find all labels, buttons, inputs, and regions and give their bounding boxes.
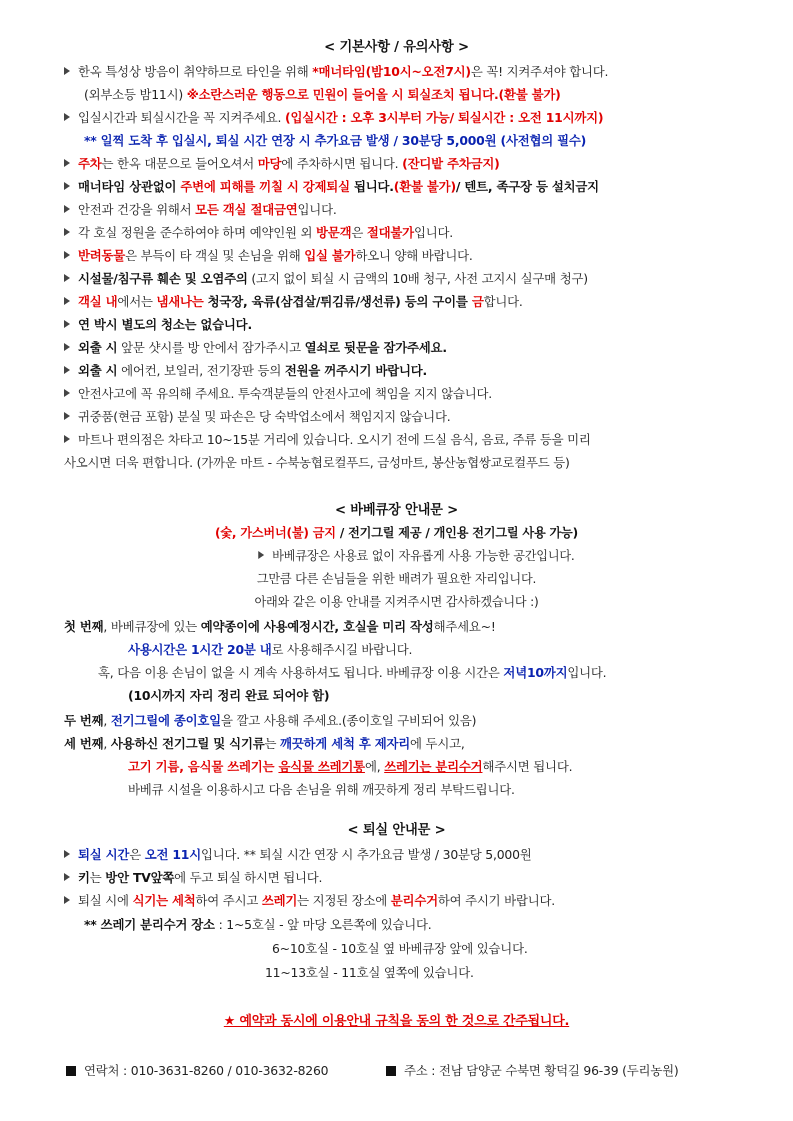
rule-no-cleaning: 연 박시 별도의 청소는 없습니다. xyxy=(64,316,252,334)
rule-forced-checkout: 매너타임 상관없이 주변에 피해를 끼칠 시 강제퇴실 됩니다.(환불 불가)/ 텐트, 족구장 등 설치금지 xyxy=(64,178,599,196)
bullet-arrow-icon xyxy=(64,850,70,858)
bullet-arrow-icon xyxy=(64,412,70,420)
rule-no-cooking: 객실 내에서는 냄새나는 청국장, 육류(삼겹살/튀김류/생선류) 등의 구이를 금합니다. xyxy=(64,293,523,311)
rule-parking: 주차는 한옥 대문으로 들어오셔서 마당에 주차하시면 됩니다. (잔디밭 주차금지) xyxy=(64,155,500,173)
bullet-arrow-icon xyxy=(64,366,70,374)
bullet-arrow-icon xyxy=(64,274,70,282)
checkout-key: 키는 방안 TV앞쪽에 두고 퇴실 하시면 됩니다. xyxy=(64,869,322,887)
rule-extra-fee: ** 일찍 도착 후 입실시, 퇴실 시간 연장 시 추가요금 발생 / 30분당 5,000원 (사전협의 필수) xyxy=(84,133,587,148)
bbq-intro-3: 아래와 같은 이용 안내를 지켜주시면 감사하겠습니다 :) xyxy=(254,594,539,609)
checkout-time: 퇴실 시간은 오전 11시입니다. ** 퇴실 시간 연장 시 추가요금 발생 / 30분당 5,000원 xyxy=(64,846,532,864)
bullet-arrow-icon xyxy=(64,435,70,443)
waste-location-1: ** 쓰레기 분리수거 장소 : 1~5호실 - 앞 마당 오른쪽에 있습니다. xyxy=(84,917,432,932)
bullet-arrow-icon xyxy=(64,182,70,190)
bullet-arrow-icon xyxy=(64,873,70,881)
waste-location-3: 11~13호실 - 11호실 옆쪽에 있습니다. xyxy=(265,965,474,980)
rule-safety: 안전사고에 꼭 유의해 주세요. 투숙객분들의 안전사고에 책임을 지지 않습니다. xyxy=(64,385,492,403)
section-title-bbq: < 바베큐장 안내문 > xyxy=(334,502,459,518)
section-title-checkout: < 퇴실 안내문 > xyxy=(347,822,446,838)
rule-valuables: 귀중품(현금 포함) 분실 및 파손은 당 숙박업소에서 책임지지 않습니다. xyxy=(64,408,450,426)
footer-address: 주소 : 전남 담양군 수북면 황덕길 96-39 (두리농원) xyxy=(386,1062,679,1080)
bbq-intro-2: 그만큼 다른 손님들을 위한 배려가 필요한 자리입니다. xyxy=(256,571,537,586)
bullet-arrow-icon xyxy=(64,67,70,75)
rule-mart-cont: 사오시면 더욱 편합니다. (가까운 마트 - 수북농협로컬푸드, 금성마트, 봉산농협쌍교로컬푸드 등) xyxy=(64,455,570,470)
waste-location-2: 6~10호실 - 10호실 옆 바베큐장 앞에 있습니다. xyxy=(272,941,528,956)
rule-checkin-checkout: 입실시간과 퇴실시간을 꼭 지켜주세요. (입실시간 : 오후 3시부터 가능/ 퇴실시간 : 오전 11시까지) xyxy=(64,109,603,127)
rule-lock-doors: 외출 시 앞문 샷시를 방 안에서 잠가주시고 열쇠로 뒷문을 잠가주세요. xyxy=(64,339,447,357)
footer-contact: 연락처 : 010-3631-8260 / 010-3632-8260 xyxy=(66,1062,328,1080)
square-bullet-icon xyxy=(386,1066,396,1076)
bullet-arrow-icon xyxy=(64,389,70,397)
rule-manner-time: 한옥 특성상 방음이 취약하므로 타인을 위해 *매너타임(밤10시~오전7시)은 꼭! 지켜주셔야 합니다. xyxy=(64,63,608,81)
bullet-arrow-icon xyxy=(64,159,70,167)
bullet-arrow-icon xyxy=(64,896,70,904)
bullet-arrow-icon xyxy=(64,297,70,305)
bbq-first-rule: 첫 번째, 바베큐장에 있는 예약종이에 사용예정시간, 호실을 미리 작성해주세요~! xyxy=(64,619,496,634)
section-title-basics: < 기본사항 / 유의사항 > xyxy=(324,39,469,55)
rule-power-off: 외출 시 에어컨, 보일러, 전기장판 등의 전원을 꺼주시기 바랍니다. xyxy=(64,362,427,380)
rule-mart: 마트나 편의점은 차타고 10~15분 거리에 있습니다. 오시기 전에 드실 음식, 음료, 주류 등을 미리 xyxy=(64,431,591,449)
bullet-arrow-icon xyxy=(64,251,70,259)
rule-no-visitors: 각 호실 정원을 준수하여야 하며 예약인원 외 방문객은 절대불가입니다. xyxy=(64,224,453,242)
rule-damage: 시설물/침구류 훼손 및 오염주의 (고지 없이 퇴실 시 금액의 10배 청구, 사전 고지시 실구매 청구) xyxy=(64,270,588,288)
checkout-cleanup: 퇴실 시에 식기는 세척하여 주시고 쓰레기는 지정된 장소에 분리수거하여 주시기 바랍니다. xyxy=(64,892,555,910)
bbq-waste-rule: 고기 기름, 음식물 쓰레기는 음식물 쓰레기통에, 쓰레기는 분리수거해주시면 됩니다. xyxy=(128,759,573,774)
agreement-notice: ★ 예약과 동시에 이용안내 규칙을 동의 한 것으로 간주됩니다. xyxy=(223,1014,570,1029)
bullet-arrow-icon xyxy=(64,205,70,213)
bbq-fire-notice: (숯, 가스버너(불) 금지 / 전기그릴 제공 / 개인용 전기그릴 사용 가능) xyxy=(215,525,578,540)
rule-no-pets: 반려동물은 부득이 타 객실 및 손님을 위해 입실 불가하오니 양해 바랍니다. xyxy=(64,247,473,265)
square-bullet-icon xyxy=(66,1066,76,1076)
bbq-time-extend: 혹, 다음 이용 손님이 없을 시 계속 사용하셔도 됩니다. 바베큐장 이용 시간은 저녁10까지입니다. xyxy=(98,665,607,680)
bbq-cleanup-deadline: (10시까지 자리 정리 완료 되어야 함) xyxy=(128,688,330,703)
bullet-arrow-icon xyxy=(64,113,70,121)
bullet-arrow-icon xyxy=(64,320,70,328)
bbq-second-rule: 두 번째, 전기그릴에 종이호일을 깔고 사용해 주세요.(종이호일 구비되어 있음) xyxy=(64,713,477,728)
bullet-arrow-icon xyxy=(64,228,70,236)
bbq-intro-1: 바베큐장은 사용료 없이 자유롭게 사용 가능한 공간입니다. xyxy=(28,547,793,565)
bbq-time-limit: 사용시간은 1시간 20분 내로 사용해주시길 바랍니다. xyxy=(128,642,413,657)
bbq-third-rule: 세 번째, 사용하신 전기그릴 및 식기류는 깨끗하게 세척 후 제자리에 두시고, xyxy=(64,736,465,751)
rule-manner-time-cont: (외부소등 밤11시) ※소란스러운 행동으로 민원이 들어올 시 퇴실조치 됩니다.(환불 불가) xyxy=(84,87,561,102)
bbq-closing: 바베큐 시설을 이용하시고 다음 손님을 위해 깨끗하게 정리 부탁드립니다. xyxy=(128,782,515,797)
rule-no-smoking: 안전과 건강을 위해서 모든 객실 절대금연입니다. xyxy=(64,201,337,219)
bullet-arrow-icon xyxy=(64,343,70,351)
bullet-arrow-icon xyxy=(258,551,264,559)
